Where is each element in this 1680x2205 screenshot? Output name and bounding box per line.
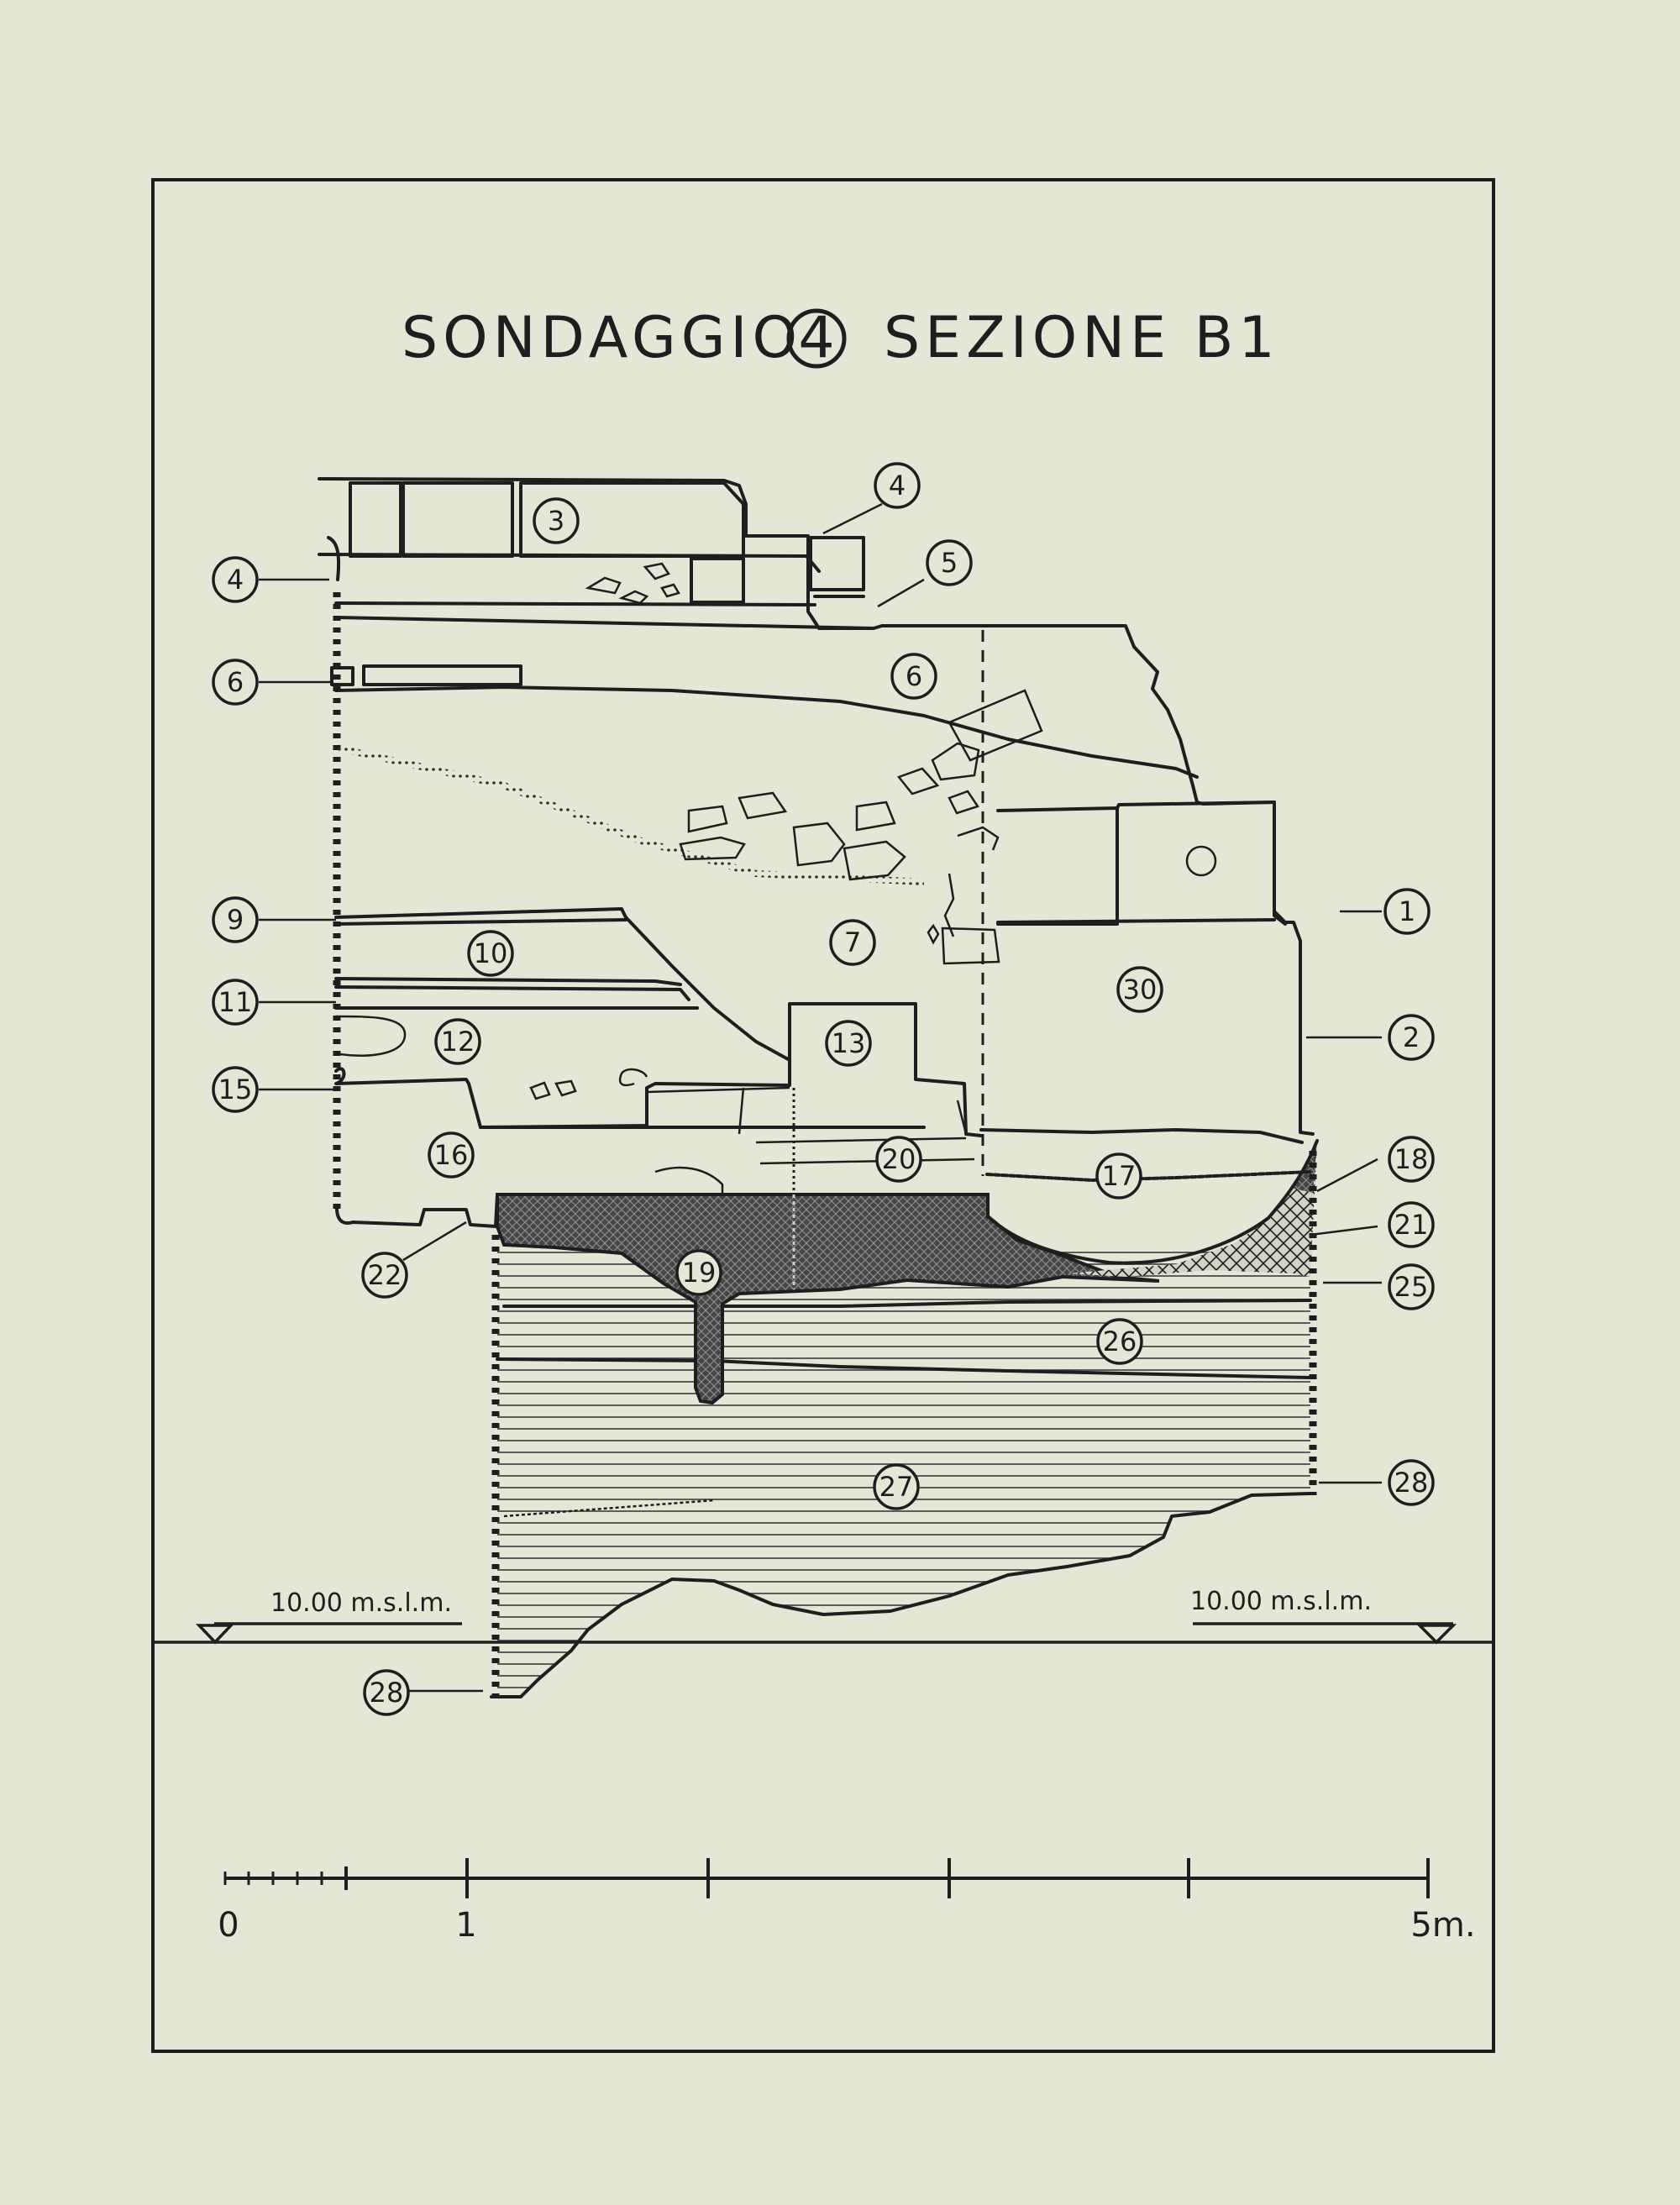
scale-end-label: 5m. xyxy=(1410,1906,1476,1945)
layer-label-text: 5 xyxy=(940,547,958,579)
datum-triangle-left xyxy=(199,1625,231,1642)
layer-label-18 xyxy=(1389,1137,1433,1181)
layer-label-text: 17 xyxy=(1101,1160,1137,1192)
layer-label-10 xyxy=(469,932,512,975)
layer-label-text: 7 xyxy=(843,927,862,958)
datum-left-label: 10.00 m.s.l.m. xyxy=(270,1588,452,1618)
layer-label-13 xyxy=(827,1021,870,1065)
layer-label-30 xyxy=(1118,968,1162,1011)
drawing-title xyxy=(402,305,1280,371)
layer-label-text: 25 xyxy=(1394,1271,1429,1303)
scale-mid-label: 1 xyxy=(455,1906,477,1945)
layer-label-7 xyxy=(831,921,874,964)
layer-label-text: 2 xyxy=(1402,1021,1420,1053)
layer-label-2 xyxy=(1389,1016,1433,1059)
layer-label-text: 6 xyxy=(226,666,244,698)
scale-start-label: 0 xyxy=(218,1906,239,1945)
layer-label-12 xyxy=(436,1020,480,1063)
layer-label-text: 12 xyxy=(440,1026,475,1058)
layer-label-text: 15 xyxy=(218,1074,253,1105)
section-outline-bottom-left xyxy=(337,1194,497,1226)
layer-label-text: 20 xyxy=(881,1143,916,1175)
layer-label-20 xyxy=(877,1137,921,1181)
layer-label-16 xyxy=(429,1133,473,1177)
layer-label-text: 6 xyxy=(905,660,923,692)
layer-label-4 xyxy=(213,558,257,601)
layer-label-text: 4 xyxy=(226,564,244,596)
layer-label-11 xyxy=(213,980,257,1024)
layer-label-text: 28 xyxy=(369,1677,404,1709)
layer-label-text: 13 xyxy=(831,1027,866,1059)
layer-label-text: 1 xyxy=(1398,895,1416,927)
layer-label-text: 28 xyxy=(1394,1467,1429,1499)
layer-label-4 xyxy=(875,464,919,507)
layer-label-17 xyxy=(1097,1154,1141,1198)
layer-label-text: 18 xyxy=(1394,1143,1429,1175)
top-left-edge xyxy=(328,538,339,580)
layer-label-28 xyxy=(1389,1461,1433,1504)
layer-label-3 xyxy=(534,499,578,543)
datum-triangle-right xyxy=(1420,1625,1453,1642)
layer-label-text: 26 xyxy=(1102,1326,1137,1357)
layer-label-1 xyxy=(1385,890,1429,933)
layer-label-text: 4 xyxy=(888,470,906,501)
layer-label-15 xyxy=(213,1068,257,1111)
layer-7-dotted xyxy=(336,748,924,882)
layer-label-6 xyxy=(892,654,936,698)
layer-label-text: 27 xyxy=(879,1471,914,1503)
layer-label-22 xyxy=(363,1253,407,1297)
layer-label-6 xyxy=(213,660,257,704)
layer-label-text: 11 xyxy=(218,986,253,1018)
layer-label-9 xyxy=(213,898,257,942)
datum-right-label: 10.00 m.s.l.m. xyxy=(1190,1587,1372,1616)
layer-label-text: 30 xyxy=(1122,974,1158,1005)
title-number: 4 xyxy=(798,305,835,371)
layer-label-27 xyxy=(874,1465,918,1509)
layer-label-text: 3 xyxy=(547,505,565,537)
layer-label-text: 21 xyxy=(1394,1209,1429,1241)
layer-label-5 xyxy=(927,541,971,585)
title-left: SONDAGGIO xyxy=(402,305,803,371)
layer-6-bottom xyxy=(336,687,1197,777)
layer-label-text: 9 xyxy=(226,904,244,936)
layer-label-28 xyxy=(365,1671,408,1714)
layer-label-text: 19 xyxy=(681,1257,717,1289)
scale-bar xyxy=(218,1858,1475,1945)
title-right: SEZIONE B1 xyxy=(884,305,1280,371)
layer-label-26 xyxy=(1098,1320,1142,1363)
layer-label-19 xyxy=(677,1251,721,1294)
layer-label-text: 10 xyxy=(473,937,508,969)
layer-label-text: 16 xyxy=(433,1139,469,1171)
layer-label-text: 22 xyxy=(367,1259,402,1291)
layer-label-25 xyxy=(1389,1265,1433,1309)
layer-label-21 xyxy=(1389,1203,1433,1247)
